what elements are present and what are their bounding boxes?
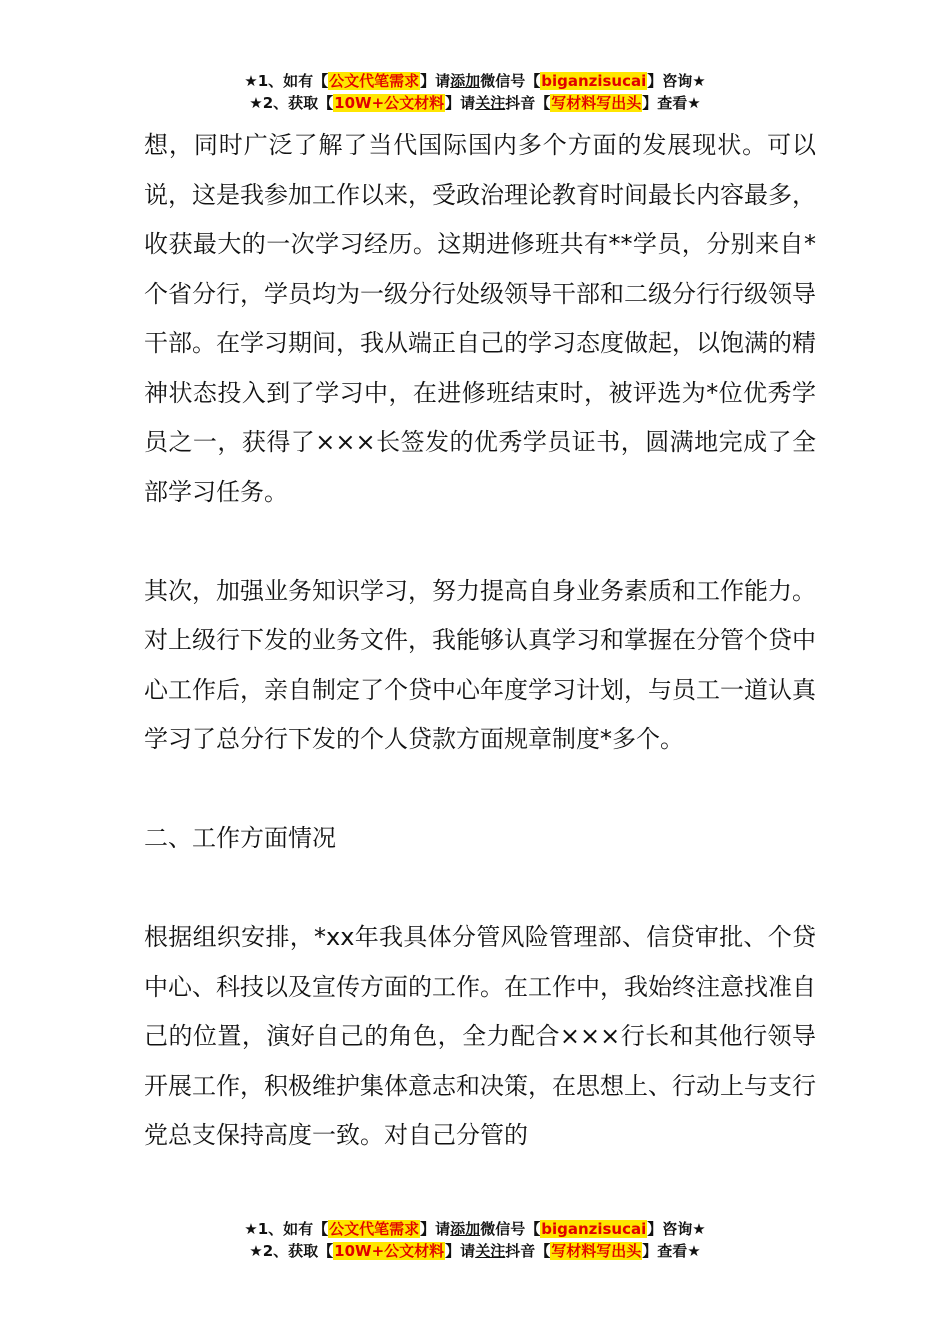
paragraph-study-experience: 想，同时广泛了解了当代国际国内多个方面的发展现状。可以说，这是我参加工作以来，受政治理论教育时间最长内容最多，收获最大的一次学习经历。这期进修班共有**学员，分别来自*个省分行，学员均为一级分行处级领导干部和二级分行行级领导干部。在学习期间，我从端正自己的学习态度做起，以饱满的精神状态投入到了学习中，在进修班结束时，被评选为*位优秀学员之一，获得了×××长签发的优秀学员证书，圆满地完成了全部学习任务。 — [144, 131, 816, 506]
banner-text: 抖音【 — [505, 1242, 551, 1260]
banner-underlined-text: 添加 — [450, 72, 481, 90]
banner-underlined-text: 关注 — [475, 1242, 506, 1260]
star-icon: ★ — [244, 1220, 258, 1238]
banner-line-1 — [0, 1218, 950, 1240]
banner-text: 】请 — [445, 1242, 476, 1260]
banner-text: 2、获取【 — [262, 94, 334, 112]
banner-highlight: 写材料写出头 — [551, 1242, 642, 1260]
banner-highlight: 写材料写出头 — [551, 94, 642, 112]
banner-underlined-text: 关注 — [475, 94, 506, 112]
banner-text: 2、获取【 — [262, 1242, 334, 1260]
banner-line-2 — [0, 92, 950, 114]
banner-text: 】咨询 — [647, 72, 693, 90]
paragraph-gap — [144, 517, 816, 567]
banner-line-2 — [0, 1240, 950, 1262]
banner-highlight: 10W+公文材料 — [334, 94, 445, 112]
banner-highlight: 公文代笔需求 — [329, 72, 420, 90]
paragraph-work-situation: 根据组织安排，*xx年我具体分管风险管理部、信贷审批、个贷中心、科技以及宣传方面的工作。在工作中，我始终注意找准自己的位置，演好自己的角色，全力配合×××行长和其他行领导开展工作，积极维护集体意志和决策，在思想上、行动上与支行党总支保持高度一致。对自己分管的 — [144, 923, 816, 1149]
star-icon: ★ — [692, 1220, 706, 1238]
banner-highlight: biganzisucai — [541, 1220, 647, 1238]
banner-text: 微信号【 — [480, 72, 541, 90]
star-icon: ★ — [244, 72, 258, 90]
banner-highlight: 公文代笔需求 — [329, 1220, 420, 1238]
banner-highlight: 10W+公文材料 — [334, 1242, 445, 1260]
section-heading-work: 二、工作方面情况 — [144, 824, 336, 852]
banner-text: 】查看 — [642, 94, 688, 112]
banner-text: 微信号【 — [480, 1220, 541, 1238]
paragraph-gap — [144, 765, 816, 815]
banner-underlined-text: 添加 — [450, 1220, 481, 1238]
footer-banner — [0, 1218, 950, 1262]
banner-text: 抖音【 — [505, 94, 551, 112]
document-body — [144, 121, 816, 1161]
star-icon: ★ — [692, 72, 706, 90]
star-icon: ★ — [249, 1242, 263, 1260]
paragraph-gap — [144, 864, 816, 914]
banner-text: 】请 — [420, 72, 451, 90]
banner-text: 1、如有【 — [257, 72, 329, 90]
banner-text: 】请 — [420, 1220, 451, 1238]
star-icon: ★ — [687, 94, 701, 112]
banner-text: 】查看 — [642, 1242, 688, 1260]
banner-text: 】咨询 — [647, 1220, 693, 1238]
header-banner — [0, 70, 950, 114]
star-icon: ★ — [687, 1242, 701, 1260]
banner-text: 1、如有【 — [257, 1220, 329, 1238]
banner-highlight: biganzisucai — [541, 72, 647, 90]
banner-text: 】请 — [445, 94, 476, 112]
star-icon: ★ — [249, 94, 263, 112]
paragraph-business-study: 其次，加强业务知识学习，努力提高自身业务素质和工作能力。对上级行下发的业务文件，我能够认真学习和掌握在分管个贷中心工作后，亲自制定了个贷中心年度学习计划，与员工一道认真学习了总分行下发的个人贷款方面规章制度*多个。 — [144, 576, 816, 753]
banner-line-1 — [0, 70, 950, 92]
